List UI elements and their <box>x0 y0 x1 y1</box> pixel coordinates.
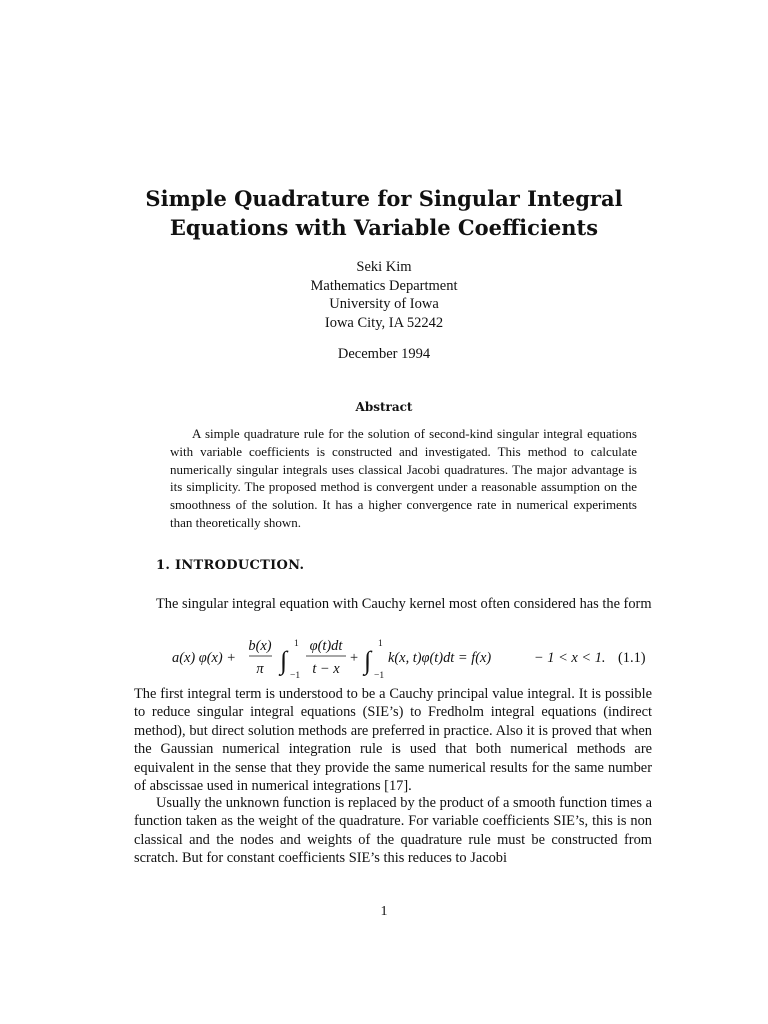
eq-kernel-term: k(x, t)φ(t)dt = f(x) <box>388 650 492 666</box>
eq-plus: + <box>350 650 359 666</box>
eq-frac2-numerator: φ(t)dt <box>309 638 343 654</box>
eq-frac1-denominator: π <box>256 661 264 677</box>
title-line-1: Simple Quadrature for Singular Integral <box>145 186 623 211</box>
eq-condition: − 1 < x < 1. <box>534 650 606 666</box>
paragraph-2: The first integral term is understood to be a Cauchy principal value integral. It is possible to reduce singular integral equations (SIE’s) to Fredholm integral equations (indirect method), but direct solution methods are preferred in practice. Also it is proved that when the Gaussian numerical integration rule is used that both numerical methods are equivalent in the sense that they provide the same numerical results for the same number of abscissae used in numerical integrations [17]. <box>134 686 652 795</box>
equation-1-1 <box>0 636 768 682</box>
eq-int1-upper: 1 <box>294 639 299 649</box>
eq-lhs-term: a(x) φ(x) + <box>172 650 237 666</box>
section-heading: 1. INTRODUCTION. <box>156 558 305 573</box>
abstract-heading: Abstract <box>355 400 413 414</box>
author-block <box>0 258 768 332</box>
page-number: 1 <box>380 904 388 919</box>
publication-date: December 1994 <box>337 346 431 362</box>
eq-frac1-numerator: b(x) <box>248 638 272 654</box>
paragraph-1: The singular integral equation with Cauchy kernel most often considered has the form <box>156 596 652 612</box>
equation-number: (1.1) <box>618 650 646 666</box>
eq-int2-upper: 1 <box>378 639 383 649</box>
eq-int2-lower: −1 <box>374 671 385 681</box>
paper-title <box>0 184 768 242</box>
author-department: Mathematics Department <box>310 277 458 294</box>
eq-integral-sign-1: ∫ <box>280 646 288 675</box>
eq-frac2-denominator: t − x <box>312 661 340 677</box>
author-address: Iowa City, IA 52242 <box>324 314 444 331</box>
eq-int1-lower: −1 <box>290 671 301 681</box>
author-university: University of Iowa <box>329 296 439 312</box>
eq-integral-sign-2: ∫ <box>364 646 372 675</box>
paragraph-3: Usually the unknown function is replaced by the product of a smooth function times a function taken as the weight of the quadrature. For variable coefficients SIE’s, this is non classical and the nodes and weights of the quadrature rule must be constructed from scratch. But for constant coefficients SIE’s this reduces to Jacobi <box>134 795 652 867</box>
title-line-2: Equations with Variable Coefficients <box>169 215 599 240</box>
author-name: Seki Kim <box>356 259 412 275</box>
abstract-text: A simple quadrature rule for the solution of second-kind singular integral equations with variable coefficients is constructed and investigated. This method to calculate numerically singular integrals uses classical Jacobi quadratures. The major advantage is its simplicity. The proposed method is convergent under a reasonable assumption on the smoothness of the solution. It has a higher convergence rate in numerical experiments than theoretically shown. <box>170 426 637 530</box>
